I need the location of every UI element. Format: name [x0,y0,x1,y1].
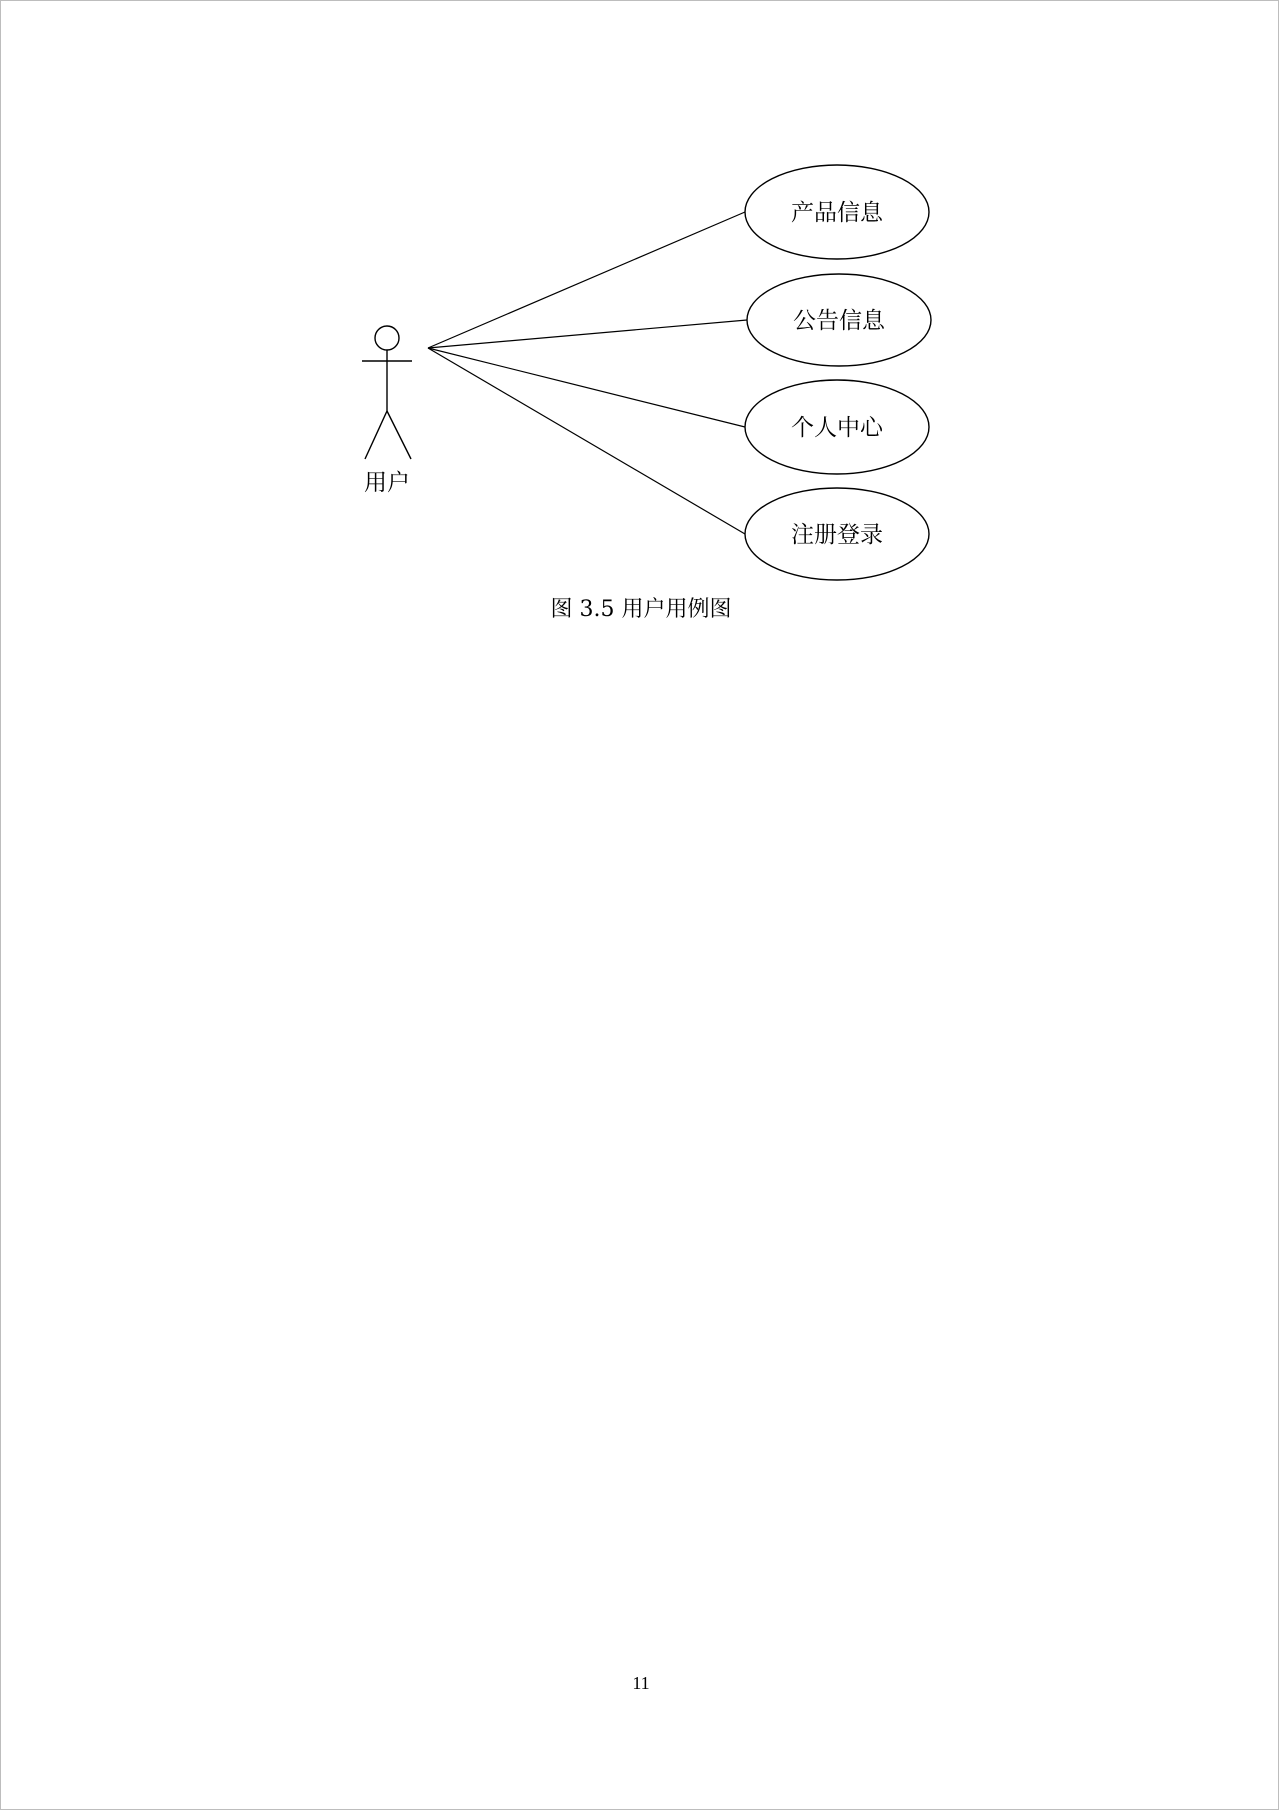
use-case-label: 公告信息 [793,308,885,334]
use-case-label: 产品信息 [791,200,883,226]
association-line [428,320,747,348]
page-number: 11 [632,1673,650,1693]
actor-label: 用户 [364,470,410,496]
association-line [428,212,745,348]
use-case-label: 注册登录 [791,522,883,548]
use-case-label: 个人中心 [791,415,883,441]
use-case [745,380,929,474]
use-case [745,488,929,580]
actor-right-leg [387,411,411,459]
actor-left-leg [365,411,387,459]
use-case [745,165,929,259]
use-case [747,274,931,366]
figure-caption: 图 3.5 用户用例图 [550,597,732,622]
association-line [428,348,745,534]
actor-head [375,326,399,350]
actor-figure [362,326,412,459]
association-line [428,348,745,427]
